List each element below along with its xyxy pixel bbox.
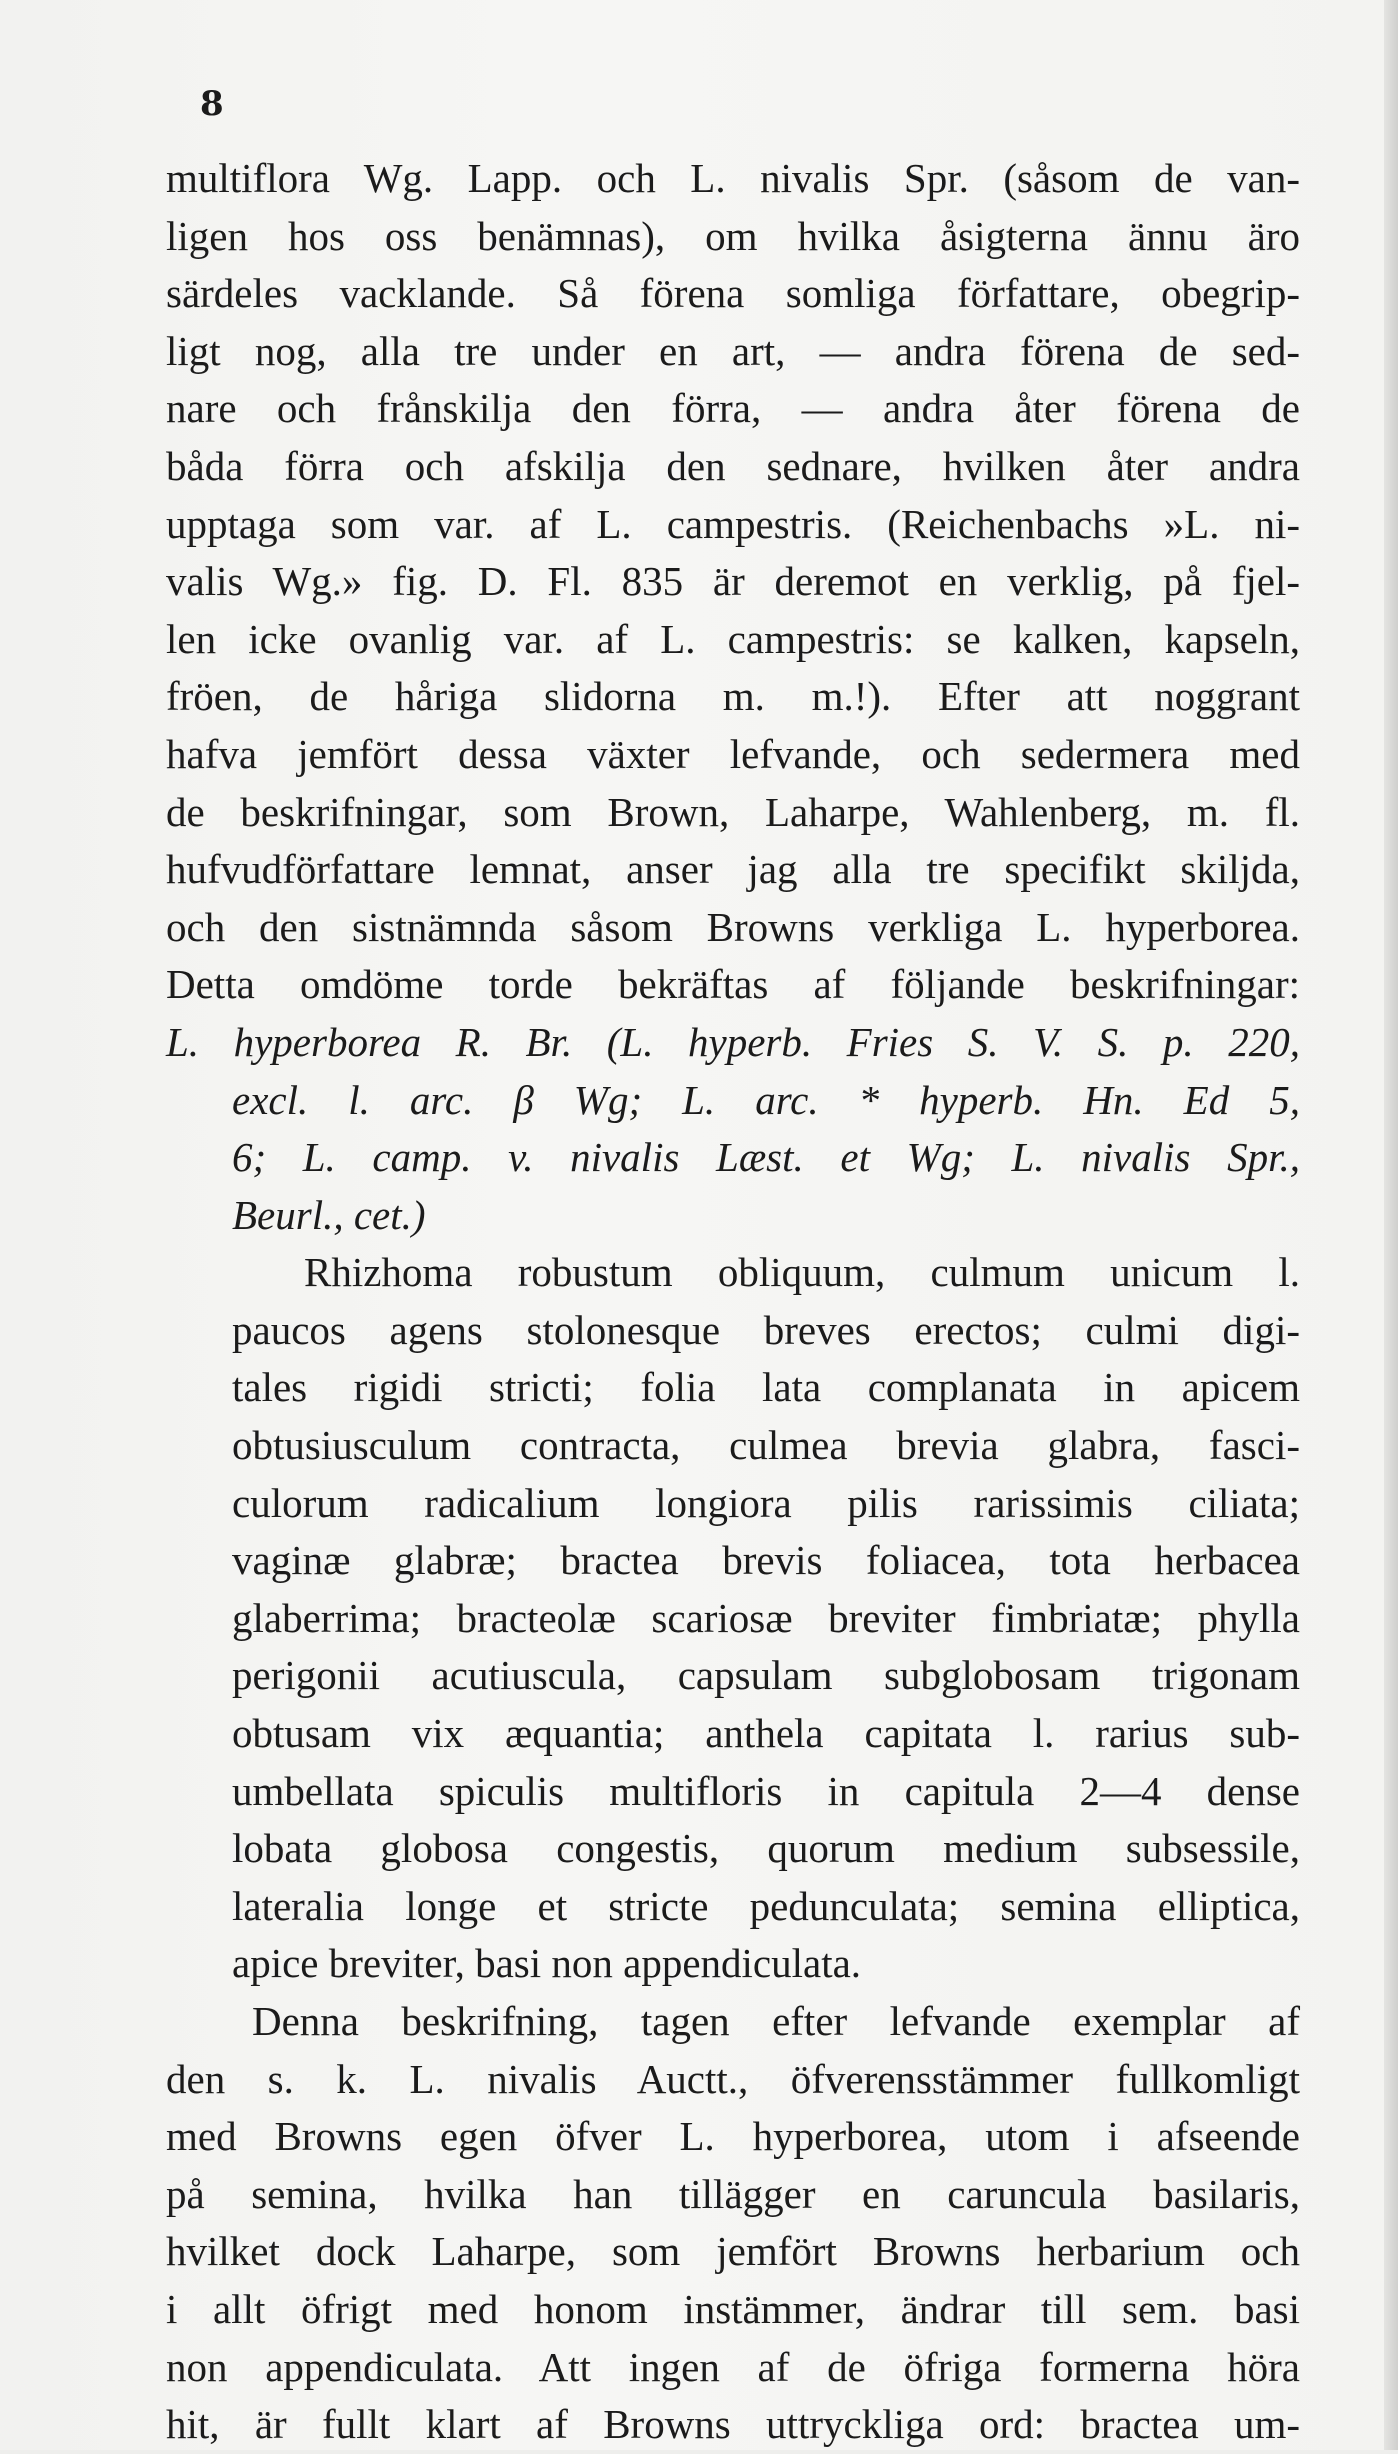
text-line: non appendiculata. Att ingen af de öfriga formerna höra [166,2343,1300,2390]
text-line: valis Wg.» fig. D. Fl. 835 är deremot en verklig, på fjel- [166,558,1300,605]
body-text [166,150,1300,2454]
description-line: glaberrima; bracteolæ scariosæ breviter fimbriatæ; phylla [232,1594,1300,1641]
text-line: båda förra och afskilja den sednare, hvilken åter andra [166,442,1300,489]
text-line: särdeles vacklande. Så förena somliga författare, obegrip- [166,270,1300,317]
text-line: de beskrifningar, som Brown, Laharpe, Wahlenberg, m. fl. [166,788,1300,835]
synonymy-line: 6; L. camp. v. nivalis Læst. et Wg; L. nivalis Spr., [232,1134,1300,1181]
text-line: upptaga som var. af L. campestris. (Reichenbachs »L. ni- [166,500,1300,547]
description-line: vaginæ glabræ; bractea brevis foliacea, tota herbacea [232,1537,1300,1584]
text-line: den s. k. L. nivalis Auctt., öfverensstämmer fullkomligt [166,2055,1300,2102]
text-line: fröen, de håriga slidorna m. m.!). Efter att noggrant [166,673,1300,720]
description-line: tales rigidi stricti; folia lata complanata in apicem [232,1364,1300,1411]
synonymy-line: excl. l. arc. β Wg; L. arc. * hyperb. Hn. Ed 5, [232,1076,1300,1123]
page-edge-shadow [1384,0,1398,2450]
text-line: på semina, hvilka han tillägger en caruncula basilaris, [166,2170,1300,2217]
text-line: med Browns egen öfver L. hyperborea, utom i afseende [166,2113,1300,2160]
text-line: nare och frånskilja den förra, — andra åter förena de [166,385,1300,432]
description-line: culorum radicalium longiora pilis rarissimis ciliata; [232,1479,1300,1526]
description-line: obtusiusculum contracta, culmea brevia glabra, fasci- [232,1422,1300,1469]
text-line: hufvudförfattare lemnat, anser jag alla tre specifikt skiljda, [166,846,1300,893]
text-line: ligt nog, alla tre under en art, — andra förena de sed- [166,327,1300,374]
text-line: ligen hos oss benämnas), om hvilka åsigterna ännu äro [166,212,1300,259]
text-line: hafva jemfört dessa växter lefvande, och sedermera med [166,730,1300,777]
text-line: multiflora Wg. Lapp. och L. nivalis Spr. (såsom de van- [166,155,1300,201]
page-number: 8 [200,84,224,124]
description-line: Rhizhoma robustum obliquum, culmum unicum l. [304,1249,1300,1296]
description-line: paucos agens stolonesque breves erectos; culmi digi- [232,1306,1300,1353]
description-line: perigonii acutiuscula, capsulam subglobosam trigonam [232,1652,1300,1699]
description-line: lobata globosa congestis, quorum medium subsessile, [232,1825,1300,1872]
text-line: och den sistnämnda såsom Browns verkliga L. hyperborea. [166,903,1300,950]
text-line: Detta omdöme torde bekräftas af följande beskrifningar: [166,961,1300,1008]
synonymy-line: Beurl., cet.) [232,1191,426,1238]
description-line: apice breviter, basi non appendiculata. [232,1940,862,1987]
description-line: obtusam vix æquantia; anthela capitata l. rarius sub- [232,1710,1300,1757]
text-line: hvilket dock Laharpe, som jemfört Browns herbarium och [166,2228,1300,2275]
text-line: i allt öfrigt med honom instämmer, ändrar till sem. basi [166,2285,1300,2332]
description-line: lateralia longe et stricte pedunculata; semina elliptica, [232,1882,1300,1929]
synonymy-line: L. hyperborea R. Br. (L. hyperb. Fries S. V. S. p. 220, [166,1018,1300,1065]
text-line: Denna beskrifning, tagen efter lefvande exemplar af [252,1998,1300,2044]
text-line: hit, är fullt klart af Browns uttryckliga ord: bractea um- [166,2401,1300,2448]
description-line: umbellata spiculis multifloris in capitula 2—4 dense [232,1767,1300,1814]
text-line: len icke ovanlig var. af L. campestris: se kalken, kapseln, [166,615,1300,662]
